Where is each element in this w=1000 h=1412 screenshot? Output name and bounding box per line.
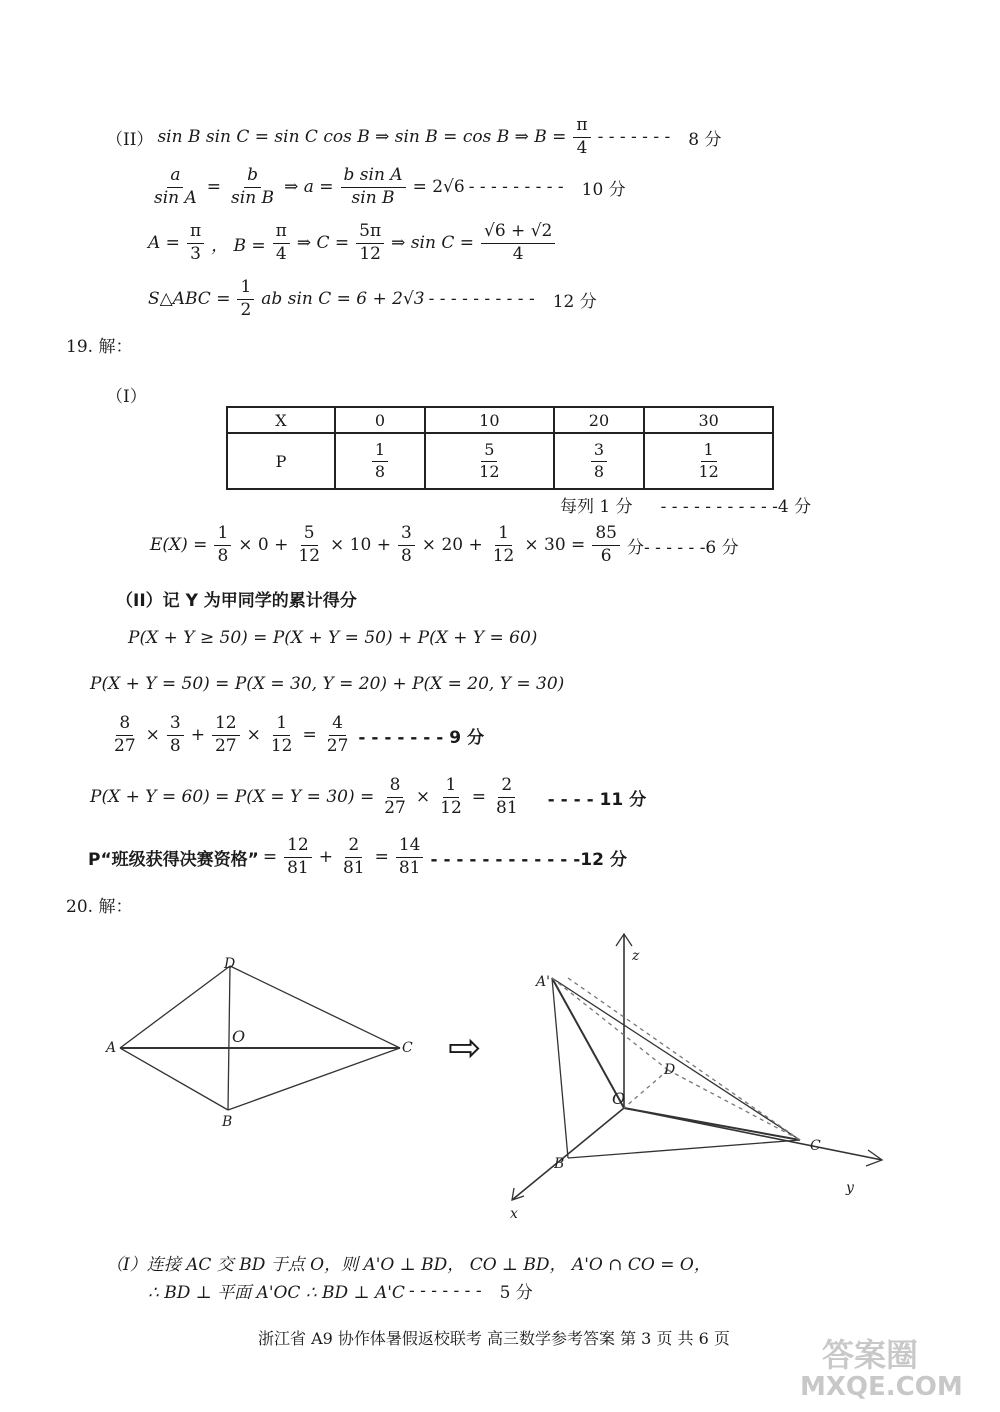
- table-cell: $\frac{5}{12}$: [425, 433, 554, 489]
- diagonal-bd: [228, 966, 230, 1110]
- fraction: $\frac{a}{\text{sin A}}$: [154, 165, 197, 208]
- edge-top-hidden: [568, 978, 800, 1140]
- q19-line-p4: P(X + Y = 60) = P(X = Y = 30) = $\frac{8}{27}$ × $\frac{1}{12}$ = $\frac{2}{81}$ - - - - 11 分: [90, 775, 647, 818]
- table-row: [227, 433, 773, 489]
- q20-step-2: ∴ BD ⊥ 平面 A'OC ∴ BD ⊥ A'C - - - - - - - 5 分: [148, 1278, 533, 1303]
- edge-cb: [228, 1048, 400, 1110]
- dash-leader: - - - - - - - - - -: [428, 289, 535, 310]
- label-a-prime: A': [536, 974, 550, 990]
- table-cell: X: [227, 407, 335, 433]
- edge-ad: [120, 966, 230, 1048]
- fraction: $\frac{12}{81}$: [284, 836, 312, 878]
- q19-part2-heading: （II）记 Y 为甲同学的累计得分: [116, 591, 357, 611]
- dash-leader: - - - - - - -: [408, 1280, 482, 1301]
- score-label: - - - - 11 分: [547, 789, 647, 810]
- q20-title: 20. 解：: [66, 897, 133, 917]
- watermark-logo: 答案圈: [822, 1336, 919, 1374]
- part-label: （II）: [106, 129, 154, 150]
- formula-text: = 2√6: [412, 177, 465, 198]
- table-cell: $\frac{3}{8}$: [554, 433, 645, 489]
- edge-do-hidden: [624, 1070, 668, 1108]
- q18-line-1: [106, 116, 721, 158]
- table-cell: 20: [554, 407, 645, 433]
- table-header-row: [227, 407, 773, 433]
- label-d: D: [224, 956, 236, 972]
- q18-line-3: A = $\frac{\pi}{3}$ ， B = $\frac{\pi}{4}$ ⇒ C = $\frac{5\pi}{12}$ ⇒ sin C = $\frac{√6 + √2}{4}$: [148, 222, 558, 264]
- edge-ad-hidden: [552, 978, 668, 1070]
- dash-leader: - - - - - - -: [597, 127, 671, 148]
- edge-ac: [552, 978, 800, 1140]
- fraction: $\frac{1}{12}$: [440, 775, 462, 818]
- folded-tetrahedron-figure: [500, 928, 900, 1228]
- fraction: $\frac{\pi}{3}$: [187, 222, 204, 264]
- score-label: 8 分: [688, 129, 722, 150]
- fraction: $\frac{2}{81}$: [342, 835, 365, 878]
- fraction: $\frac{\pi}{4}$: [573, 116, 590, 158]
- q19-line-p5: P“班级获得决赛资格” = $\frac{12}{81}$ + $\frac{2}{81}$ = $\frac{14}{81}$ - - - - - - - - - - - -12 分: [88, 835, 627, 878]
- table-cell: $\frac{1}{12}$: [644, 433, 773, 489]
- q19-part1-label: （I）: [106, 387, 147, 407]
- q19-line-p3: $\frac{8}{27}$ × $\frac{3}{8}$ + $\frac{12}{27}$ × $\frac{1}{12}$ = $\frac{4}{27}$ - - - - - - - 9 分: [108, 714, 484, 756]
- fraction: $\frac{2}{81}$: [496, 775, 518, 818]
- page-footer: 浙江省 A9 协作体暑假返校联考 高三数学参考答案 第 3 页 共 6 页: [258, 1329, 730, 1348]
- edge-ab: [552, 978, 568, 1158]
- fraction: $\frac{14}{81}$: [396, 836, 424, 878]
- q19-title: 19. 解：: [66, 337, 133, 357]
- fraction: $\frac{\text{b sin A}}{\text{sin B}}$: [341, 166, 406, 208]
- fraction: $\frac{12}{27}$: [212, 714, 240, 756]
- formula-text: ⇒ a =: [284, 177, 334, 198]
- table-cell: P: [227, 433, 335, 489]
- fraction: $\frac{8}{27}$: [384, 775, 406, 818]
- fraction: $\frac{3}{8}$: [167, 714, 184, 756]
- fraction: $\frac{4}{27}$: [326, 713, 349, 756]
- edge-dc: [230, 966, 400, 1048]
- label-x: x: [510, 1206, 518, 1222]
- fraction: $\frac{b}{\text{sin B}}$: [231, 165, 275, 208]
- label-z: z: [632, 948, 640, 964]
- transform-arrow-icon: ⇨: [448, 1025, 482, 1071]
- label-d: D: [664, 1062, 676, 1078]
- q20-step-1: （I）连接 AC 交 BD 于点 O，则 A'O ⊥ BD， CO ⊥ BD， A'O ∩ CO = O，: [106, 1255, 711, 1275]
- fraction: $\frac{1}{8}$: [214, 524, 231, 566]
- fraction: $\frac{1}{12}$: [270, 713, 293, 756]
- label-c: C: [402, 1040, 413, 1056]
- fraction: $\frac{85}{6}$: [592, 524, 620, 566]
- edge-ba: [120, 1048, 228, 1110]
- formula-text: P(X + Y = 50) = P(X = 30, Y = 20) + P(X = 20, Y = 30): [90, 674, 565, 694]
- fraction: $\frac{√6 + √2}{4}$: [481, 222, 555, 264]
- score-label: - - - - - - - 9 分: [358, 727, 484, 748]
- fraction: $\frac{5\pi}{12}$: [356, 222, 384, 264]
- score-label: 5 分: [499, 1283, 533, 1303]
- label-y: y: [846, 1180, 854, 1196]
- fraction: $\frac{3}{8}$: [398, 524, 415, 566]
- label-o: O: [612, 1089, 626, 1108]
- expectation-line: E(X) = $\frac{1}{8}$ × 0 + $\frac{5}{12}$ × 10 + $\frac{3}{8}$ × 20 + $\frac{1}{12}$ × 30 = $\frac{85}{6}$ 分- - - - - -6 分: [150, 523, 739, 566]
- label-c: C: [810, 1138, 821, 1154]
- table-cell: 10: [425, 407, 554, 433]
- score-label: - - - - - - - - - - - -12 分: [430, 849, 627, 870]
- dash-leader: - - - - - - - - -: [468, 177, 564, 198]
- fraction: $\frac{5}{12}$: [298, 523, 321, 566]
- label-b: B: [554, 1156, 565, 1172]
- segment-oc: [624, 1108, 800, 1140]
- fraction: $\frac{1}{2}$: [237, 278, 254, 320]
- distribution-table: [226, 406, 774, 490]
- fraction: $\frac{1}{12}$: [492, 523, 515, 566]
- table-cell: 30: [644, 407, 773, 433]
- table-cell: 0: [335, 407, 425, 433]
- fraction: $\frac{8}{27}$: [114, 713, 136, 756]
- rhombus-figure: [100, 948, 430, 1133]
- q18-line-4: S△ABC = $\frac{1}{2}$ ab sin C = 6 + 2√3 - - - - - - - - - - 12 分: [148, 277, 597, 320]
- table-note: 每列 1 分 - - - - - - - - - - -4 分: [560, 497, 812, 517]
- score-label: 10 分: [581, 179, 626, 200]
- watermark-url: MXQE.COM: [800, 1372, 963, 1402]
- edge-bc: [568, 1140, 800, 1158]
- q18-line-2: $\frac{a}{\text{sin A}}$ = $\frac{b}{\text{sin B}}$ ⇒ a = $\frac{\text{b sin A}}{\text{sin B}}$ = 2√6 - - - - - - - - - 10 分: [148, 166, 626, 208]
- score-label: 12 分: [552, 291, 597, 312]
- formula-text: P(X + Y ≥ 50) = P(X + Y = 50) + P(X + Y = 60): [128, 628, 538, 648]
- label-a: A: [106, 1040, 117, 1056]
- score-label: 分- - - - - -6 分: [626, 537, 739, 558]
- label-o: O: [232, 1027, 246, 1046]
- table-cell: $\frac{1}{8}$: [335, 433, 425, 489]
- fraction: $\frac{\pi}{4}$: [273, 222, 290, 264]
- label-b: B: [222, 1114, 233, 1130]
- formula-text: sin B sin C = sin C cos B ⇒ sin B = cos B ⇒ B =: [157, 127, 567, 148]
